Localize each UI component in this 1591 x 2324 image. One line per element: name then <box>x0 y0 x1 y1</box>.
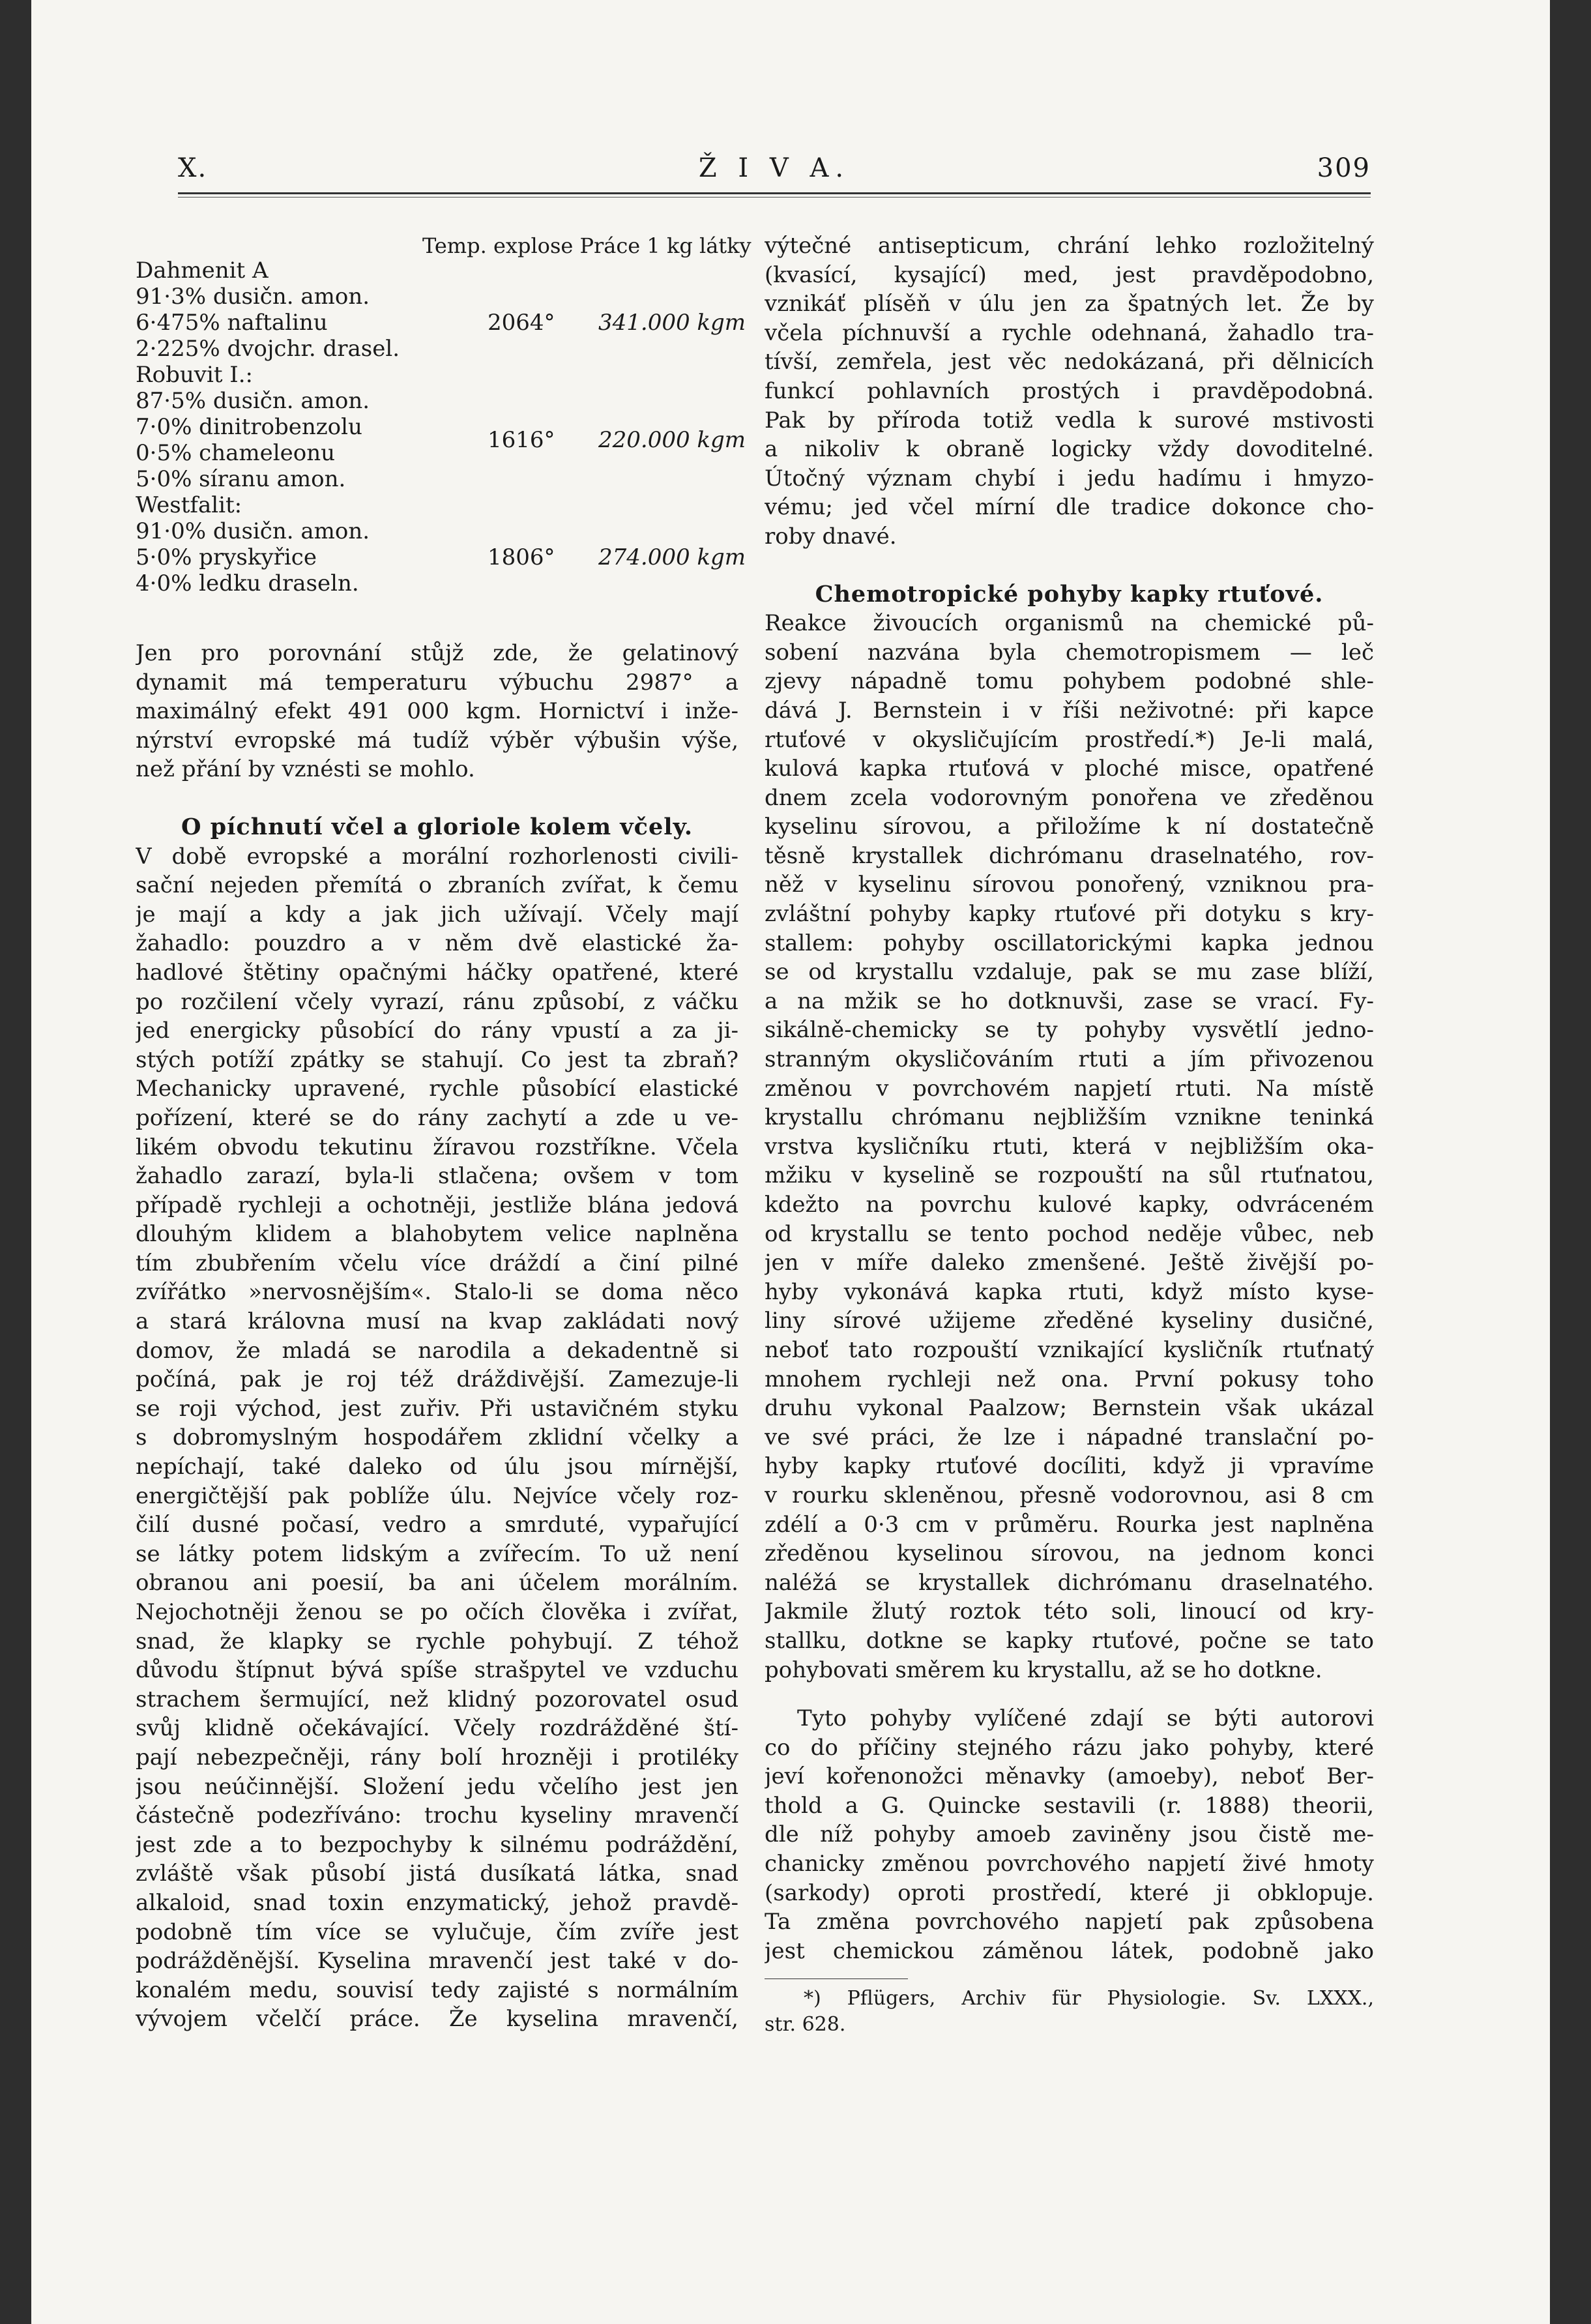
paragraph <box>765 609 1374 1684</box>
text-line: podrážděnější. Kyselina mravenčí jest také v do- <box>136 1948 738 1975</box>
text-line: vývojem včelčí práce. Že kyselina mravenčí, <box>136 2006 738 2033</box>
group-row: 87·5% dusičn. amon. <box>136 388 370 414</box>
text-line: Reakce živoucích organismů na chemické pů- <box>765 610 1374 637</box>
text-line: Jakmile žlutý roztok této soli, linoucí od kry- <box>765 1598 1374 1625</box>
table-header: Temp. explose Práce 1 kg látky <box>422 233 752 258</box>
group-name: Westfalit: <box>136 492 242 518</box>
text-line: jsou neúčinnější. Složení jedu včelího jest jen <box>136 1773 738 1800</box>
text-line: chanicky změnou povrchového napjetí živé hmoty <box>765 1851 1374 1877</box>
text-line: snad, že klapky se rychle pohybují. Z téhož <box>136 1628 738 1655</box>
group-row: 0·5% chameleonu <box>136 440 336 466</box>
text-line: Ta změna povrchového napjetí pak způsobena <box>765 1909 1374 1935</box>
text-line: Pak by příroda totiž vedla k surové mstivosti <box>765 407 1374 434</box>
text-line: maximálný efekt 491 000 kgm. Hornictví i inže- <box>136 698 738 725</box>
section-heading: O píchnutí včel a gloriole kolem včely. <box>181 813 693 840</box>
text-line: vznikáť plísěň v úlu jen za špatných let. Že by <box>765 291 1374 317</box>
text-line: nýrství evropské má tudíž výběr výbušin výše, <box>136 727 738 754</box>
text-line: včela píchnuvší a rychle odehnaná, žahadlo tra- <box>765 319 1374 346</box>
text-line: druhu vykonal Paalzow; Bernstein však ukázal <box>765 1395 1374 1422</box>
text-line: případě rychleji a ochotněji, jestliže blána jedová <box>136 1192 738 1218</box>
text-line: mžiku v kyselině se rozpouští na sůl rtuťnatou, <box>765 1162 1374 1189</box>
text-line: podobně tím více se vylučuje, čím zvíře jest <box>136 1919 738 1945</box>
text-line: stallem: pohyby oscillatorickými kapka jednou <box>765 930 1374 956</box>
text-line: zdélí a 0·3 cm v průměru. Rourka jest naplněna <box>765 1511 1374 1538</box>
right-column <box>765 231 1374 2038</box>
group-row: 5·0% síranu amon. <box>136 466 346 492</box>
text-line: vému; jed včel mírní dle tradice dokonce cho- <box>765 494 1374 521</box>
work-value: 220.000 kgm <box>598 427 746 453</box>
text-line: dlouhým klidem a blahobytem velice naplněna <box>136 1221 738 1248</box>
text-line: je mají a kdy a jak jich užívají. Včely mají <box>136 901 738 928</box>
text-line: Tyto pohyby vylíčené zdají se býti autorovi <box>797 1705 1374 1732</box>
text-line: tím zbubřením včelu více dráždí a činí pilné <box>136 1250 738 1276</box>
text-line: dnem zcela vodorovným ponořena ve zředěnou <box>765 784 1374 811</box>
footnote-line: *) Pflügers, Archiv für Physiologie. Sv. LXXX., <box>804 1987 1374 2010</box>
text-line: nepíchají, také daleko od úlu jsou mírnější, <box>136 1454 738 1480</box>
text-line: žahadlo zarazí, byla-li stlačena; ovšem v tom <box>136 1163 738 1190</box>
text-line: funkcí pohlavních prostých i pravděpodobná. <box>765 377 1374 404</box>
text-line: zvířátko »nervosnějším«. Stalo-li se doma něco <box>136 1279 738 1306</box>
text-line: těsně krystallek dichrómanu draselnatého, rov- <box>765 842 1374 869</box>
text-line: s dobromyslným hospodářem zklidní včelky a <box>136 1424 738 1451</box>
text-line: pohybovati směrem ku krystallu, až se ho dotkne. <box>765 1656 1322 1683</box>
text-line: jen v míře daleko zmenšené. Ještě živější po- <box>765 1250 1374 1276</box>
group-row: 2·225% dvojchr. drasel. <box>136 336 400 362</box>
text-line: zvláštní pohyby kapky rtuťové při dotyku s kry- <box>765 901 1374 928</box>
volume-number: X. <box>178 153 208 183</box>
group-row: 6·475% naftalinu <box>136 310 328 336</box>
text-line: (kvasící, kysající) med, jest pravděpodobno, <box>765 261 1374 288</box>
text-line: změnou v povrchovém napjetí rtuti. Na místě <box>765 1075 1374 1102</box>
group-name: Robuvit I.: <box>136 362 253 388</box>
footnote-rule <box>765 1978 908 1979</box>
header-rule <box>178 192 1371 194</box>
text-line: zvláště však působí jistá dusíkatá látka, snad <box>136 1861 738 1887</box>
text-line: liny sírové užijeme zředěné kyseliny dusičné, <box>765 1308 1374 1334</box>
text-line: a na mžik se ho dotknuvši, zase se vrací. Fy- <box>765 988 1374 1014</box>
text-line: počíná, pak je roj též dráždivější. Zamezuje-li <box>136 1366 738 1393</box>
text-line: domov, že mladá se narodila a dekadentně si <box>136 1337 738 1364</box>
text-line: jest zde a to bezpochyby k silnému podráždění, <box>136 1831 738 1858</box>
paragraph <box>136 842 738 2034</box>
text-line: a nikoliv k obraně logicky vždy dovoditelné. <box>765 436 1374 463</box>
text-line: stých potíží zpátky se stahují. Co jest ta zbraň? <box>136 1046 738 1073</box>
text-line: hadlové štětiny opačnými háčky opatřené, které <box>136 959 738 986</box>
text-line: důvodu štípnut bývá spíše strašpytel ve vzduchu <box>136 1657 738 1684</box>
left-column <box>136 231 752 2034</box>
group-row: 5·0% pryskyřice <box>136 544 317 570</box>
text-line: sační nejeden přemítá o zbraních zvířat, k čemu <box>136 872 738 899</box>
text-line: zředěnou kyselinou sírovou, na jednom konci <box>765 1540 1374 1567</box>
text-line: kyselinu sírovou, a přiložíme k ní dostatečně <box>765 814 1374 840</box>
text-line: energičtější pak poblíže úlu. Nejvíce včely roz- <box>136 1482 738 1509</box>
text-line: a stará královna musí na kvap zakládati nový <box>136 1308 738 1335</box>
text-line: dynamit má temperaturu výbuchu 2987° a <box>136 669 738 696</box>
text-line: alkaloid, snad toxin enzymatický, jehož pravdě- <box>136 1889 738 1916</box>
header-rule-thin <box>178 197 1371 198</box>
text-line: krystallu chrómanu nejbližším vznikne teninká <box>765 1104 1374 1131</box>
text-line: čilí dusné počasí, vedro a smrduté, vypařující <box>136 1512 738 1538</box>
section-heading: Chemotropické pohyby kapky rtuťové. <box>815 580 1324 608</box>
journal-page <box>31 0 1550 2324</box>
paragraph <box>765 231 1374 552</box>
temp-value: 1616° <box>488 427 555 453</box>
text-line: žahadlo: pouzdro a v něm dvě elastické ža- <box>136 930 738 957</box>
text-line: Nejochotněji ženou se po očích člověka i zvířat, <box>136 1599 738 1625</box>
explosives-table <box>136 231 752 639</box>
text-line: thold a G. Quincke sestavili (r. 1888) theorii, <box>765 1792 1374 1819</box>
work-value: 274.000 kgm <box>598 544 746 570</box>
text-line: kulová kapka rtuťová v ploché misce, opatřené <box>765 756 1374 782</box>
text-line: jest chemickou záměnou látek, podobně jako <box>765 1937 1374 1964</box>
text-line: zjevy nápadně tomu pohybem podobné shle- <box>765 668 1374 695</box>
text-line: Jen pro porovnání stůjž zde, že gelatinový <box>136 640 738 666</box>
text-line: hyby kapky rtuťové docíliti, když ji vpravíme <box>765 1453 1374 1480</box>
text-line: rtuťové v okysličujícím prostředí.*) Je-li malá, <box>765 726 1374 753</box>
text-line: něž v kyselinu sírovou ponořený, vzniknou pra- <box>765 872 1374 898</box>
text-line: tívší, zemřela, jest věc nedokázaná, při dělnicích <box>765 349 1374 375</box>
text-line: jeví kořenonožci měnavky (amoeby), neboť Ber- <box>765 1763 1374 1790</box>
text-line: od krystallu se tento pochod neděje vůbec, neb <box>765 1220 1374 1247</box>
group-row: 91·3% dusičn. amon. <box>136 284 370 310</box>
text-line: vrstva kysličníku rtuti, která v nejbližším oka- <box>765 1133 1374 1160</box>
text-line: ve své práci, že lze i nápadné translační po- <box>765 1424 1374 1450</box>
text-line: v rourku skleněnou, přesně vodorovnou, asi 8 cm <box>765 1482 1374 1508</box>
text-line: dle níž pohyby amoeb zaviněny jsou čistě me- <box>765 1821 1374 1848</box>
text-line: stallku, dotkne se kapky rtuťové, počne se tato <box>765 1627 1374 1654</box>
text-line: částečně podezříváno: trochu kyseliny mravenčí <box>136 1802 738 1829</box>
text-line: kdežto na povrchu kulové kapky, odvráceném <box>765 1192 1374 1218</box>
text-line: roby dnavé. <box>765 523 897 550</box>
text-line: hyby vykonává kapka rtuti, když místo kyse- <box>765 1278 1374 1305</box>
work-value: 341.000 kgm <box>598 310 746 336</box>
footnote-line: str. 628. <box>765 2013 846 2037</box>
text-line: konalém medu, souvisí tedy zajisté s normálním <box>136 1977 738 2003</box>
text-line: stranným okysličováním rtuti a jím přivozenou <box>765 1046 1374 1073</box>
text-line: svůj klidně očekávající. Včely rozdrážděné ští- <box>136 1715 738 1742</box>
text-line: neboť tato rozpouští vznikající kysličník rtuťnatý <box>765 1336 1374 1363</box>
temp-value: 2064° <box>488 310 555 336</box>
footnote <box>765 1986 1374 2038</box>
text-line: se od krystallu vzdaluje, pak se mu zase blíží, <box>765 959 1374 986</box>
text-line: pořízení, které se do rány zachytí a zde u ve- <box>136 1104 738 1131</box>
text-line: Mechanicky upravené, rychle působící elastické <box>136 1076 738 1102</box>
page-number: 309 <box>1317 153 1371 183</box>
text-line: naléžá se krystallek dichrómanu draselnatého. <box>765 1569 1374 1596</box>
group-row: 91·0% dusičn. amon. <box>136 518 370 544</box>
text-line: likém obvodu tekutinu žíravou rozstříkne. Včela <box>136 1134 738 1160</box>
paragraph <box>765 1704 1374 1965</box>
group-row: 7·0% dinitrobenzolu <box>136 414 362 440</box>
running-header <box>178 153 1371 192</box>
text-line: strachem šermující, než klidný pozorovatel osud <box>136 1686 738 1713</box>
text-line: Útočný význam chybí i jedu hadímu i hmyzo- <box>765 465 1374 492</box>
text-line: pají nebezpečněji, rány bolí hrozněji i protiléky <box>136 1744 738 1771</box>
text-line: obranou ani poesií, ba ani účelem morálním. <box>136 1570 738 1596</box>
text-line: se látky potem lidským a zvířecím. To už není <box>136 1540 738 1567</box>
text-line: mnohem rychleji než ona. První pokusy toho <box>765 1366 1374 1392</box>
text-line: V době evropské a morální rozhorlenosti civili- <box>136 843 738 870</box>
text-line: sobení nazvána byla chemotropismem — leč <box>765 639 1374 666</box>
group-name: Dahmenit A <box>136 257 269 284</box>
text-line: jed energicky působící do rány vpustí a za ji- <box>136 1018 738 1044</box>
text-line: sikálně-chemicky se ty pohyby vysvětlí jedno- <box>765 1017 1374 1044</box>
group-row: 4·0% ledku draseln. <box>136 570 359 596</box>
paragraph <box>136 639 738 784</box>
temp-value: 1806° <box>488 544 555 570</box>
text-line: než přání by vznésti se mohlo. <box>136 756 475 783</box>
text-line: (sarkody) oproti prostředí, které ji obklopuje. <box>765 1879 1374 1906</box>
journal-title: Ž I V A. <box>698 153 851 183</box>
text-line: se roji východ, jest zuřiv. Při ustavičném styku <box>136 1395 738 1422</box>
text-line: výtečné antisepticum, chrání lehko rozložitelný <box>765 233 1374 259</box>
text-line: co do příčiny stejného rázu jako pohyby, které <box>765 1734 1374 1761</box>
text-line: po rozčilení včely vyrazí, ránu způsobí, z váčku <box>136 988 738 1015</box>
text-line: dává J. Bernstein i v říši neživotné: při kapce <box>765 697 1374 724</box>
